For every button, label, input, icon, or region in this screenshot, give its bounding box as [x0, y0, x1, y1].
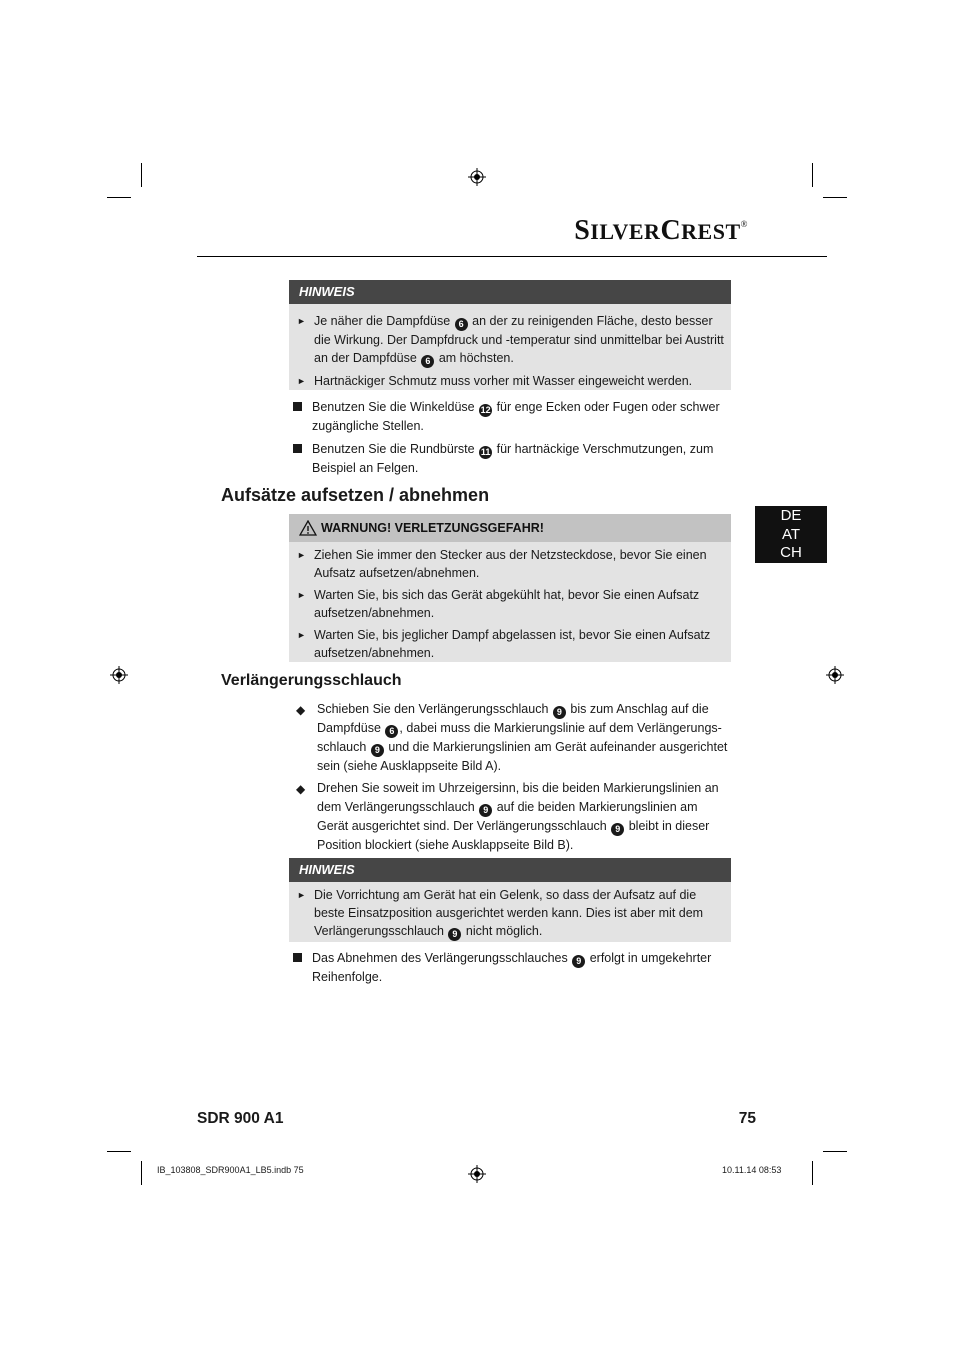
list-item: Benutzen Sie die Winkeldüse 12 für enge Ecken oder Fugen oder schwer zugängliche Stellen.: [293, 398, 723, 435]
note-item: ► Die Vorrichtung am Gerät hat ein Gelenk, so dass der Aufsatz auf die beste Einsatzposition ausgerichtet werden kann. Dies ist aber mit dem Verlängerungsschlauch 9 nicht möglich.: [297, 888, 704, 939]
warning-item: ► Warten Sie, bis jeglicher Dampf abgelassen ist, bevor Sie einen Aufsatz aufsetzen/abnehmen.: [297, 628, 711, 660]
crop-mark: [107, 1151, 131, 1152]
square-bullet-icon: [293, 953, 302, 962]
warning-box: [289, 514, 731, 662]
square-bullet-icon: [293, 444, 302, 453]
arrow-right-icon: ►: [297, 550, 306, 560]
note-item: ► Hartnäckiger Schmutz muss vorher mit Wasser eingeweicht werden.: [297, 374, 693, 388]
language-tab: DE AT CH: [755, 506, 827, 563]
arrow-right-icon: ►: [297, 590, 306, 600]
arrow-right-icon: ►: [297, 376, 306, 386]
note-box: [289, 280, 731, 390]
warning-item: ► Ziehen Sie immer den Stecker aus der Netzsteckdose, bevor Sie einen Aufsatz aufsetzen/abnehmen.: [297, 548, 707, 580]
part-number-badge: 11: [480, 447, 491, 457]
brand-logo: SILVERCREST®: [574, 215, 748, 246]
part-number-badge: 6: [421, 355, 434, 368]
note-box: [289, 858, 731, 942]
subsection-heading: Verlängerungsschlauch: [221, 672, 402, 689]
list-item: Das Abnehmen des Verlängerungsschlauches 9 erfolgt in umgekehrter Reihenfolge.: [293, 949, 723, 986]
note-title: HINWEIS: [289, 280, 731, 304]
warning-title: WARNUNG! VERLETZUNGSGEFAHR!: [289, 514, 731, 542]
part-number-badge: 9: [572, 955, 585, 968]
list-item: ◆ Drehen Sie soweit im Uhrzeigersinn, bis die beiden Markierungslinien an dem Verlängerungsschlauch 9 auf die beiden Markierungslinien am Gerät ausgerichtet sind. Der Verlängerungsschlauch 9 bleibt in dieser Position blockiert (siehe Ausklappseite Bild B).: [296, 781, 719, 852]
registration-mark-icon: [110, 666, 128, 684]
model-number: SDR 900 A1: [197, 1110, 284, 1127]
part-number-badge: 6: [385, 725, 398, 738]
section-heading: Aufsätze aufsetzen / abnehmen: [221, 485, 490, 505]
arrow-right-icon: ►: [297, 316, 306, 326]
crop-mark: [823, 1151, 847, 1152]
diamond-bullet-icon: ◆: [296, 703, 306, 717]
square-bullet-icon: [293, 402, 302, 411]
crop-mark: [823, 197, 847, 198]
arrow-right-icon: ►: [297, 890, 306, 900]
registration-mark-icon: [468, 168, 486, 186]
part-number-badge: 12: [480, 405, 491, 415]
crop-mark: [812, 1161, 813, 1185]
part-number-badge: 9: [611, 823, 624, 836]
part-number-badge: 6: [455, 318, 468, 331]
part-number-badge: 9: [553, 706, 566, 719]
note-title: HINWEIS: [289, 858, 731, 882]
registration-mark-icon: [468, 1165, 486, 1183]
crop-mark: [141, 1161, 142, 1185]
list-item: Benutzen Sie die Rundbürste 11 für hartnäckige Verschmutzungen, zum Beispiel an Felgen.: [293, 440, 723, 477]
print-file-slug: IB_103808_SDR900A1_LB5.indb 75: [157, 1165, 304, 1175]
crop-mark: [141, 163, 142, 187]
diamond-bullet-icon: ◆: [296, 782, 306, 796]
note-item: ► Je näher die Dampfdüse 6 an der zu reinigenden Fläche, desto besser die Wirkung. Der Dampfdruck und -temperatur sind unmittelbar bei Austritt an der Dampfdüse 6 am höchsten.: [297, 314, 724, 366]
warning-item: ► Warten Sie, bis sich das Gerät abgekühlt hat, bevor Sie einen Aufsatz aufsetzen/abnehmen.: [297, 588, 700, 620]
registration-mark-icon: [826, 666, 844, 684]
crop-mark: [812, 163, 813, 187]
print-date-slug: 10.11.14 08:53: [722, 1165, 782, 1175]
part-number-badge: 9: [371, 744, 384, 757]
arrow-right-icon: ►: [297, 630, 306, 640]
page-number: 75: [738, 1110, 756, 1127]
list-item: ◆ Schieben Sie den Verlängerungsschlauch 9 bis zum Anschlag auf die Dampfdüse 6 , dabei muss die Markierungslinie auf dem Verlängerungs-schlauch 9 und die Markierungslinien am Gerät aufeinander ausgerichtet sein (siehe Ausklappseite Bild A).: [296, 702, 728, 773]
crop-mark: [107, 197, 131, 198]
part-number-badge: 9: [448, 928, 461, 941]
warning-triangle-icon: [299, 520, 317, 536]
header-rule: [197, 256, 827, 257]
part-number-badge: 9: [479, 804, 492, 817]
